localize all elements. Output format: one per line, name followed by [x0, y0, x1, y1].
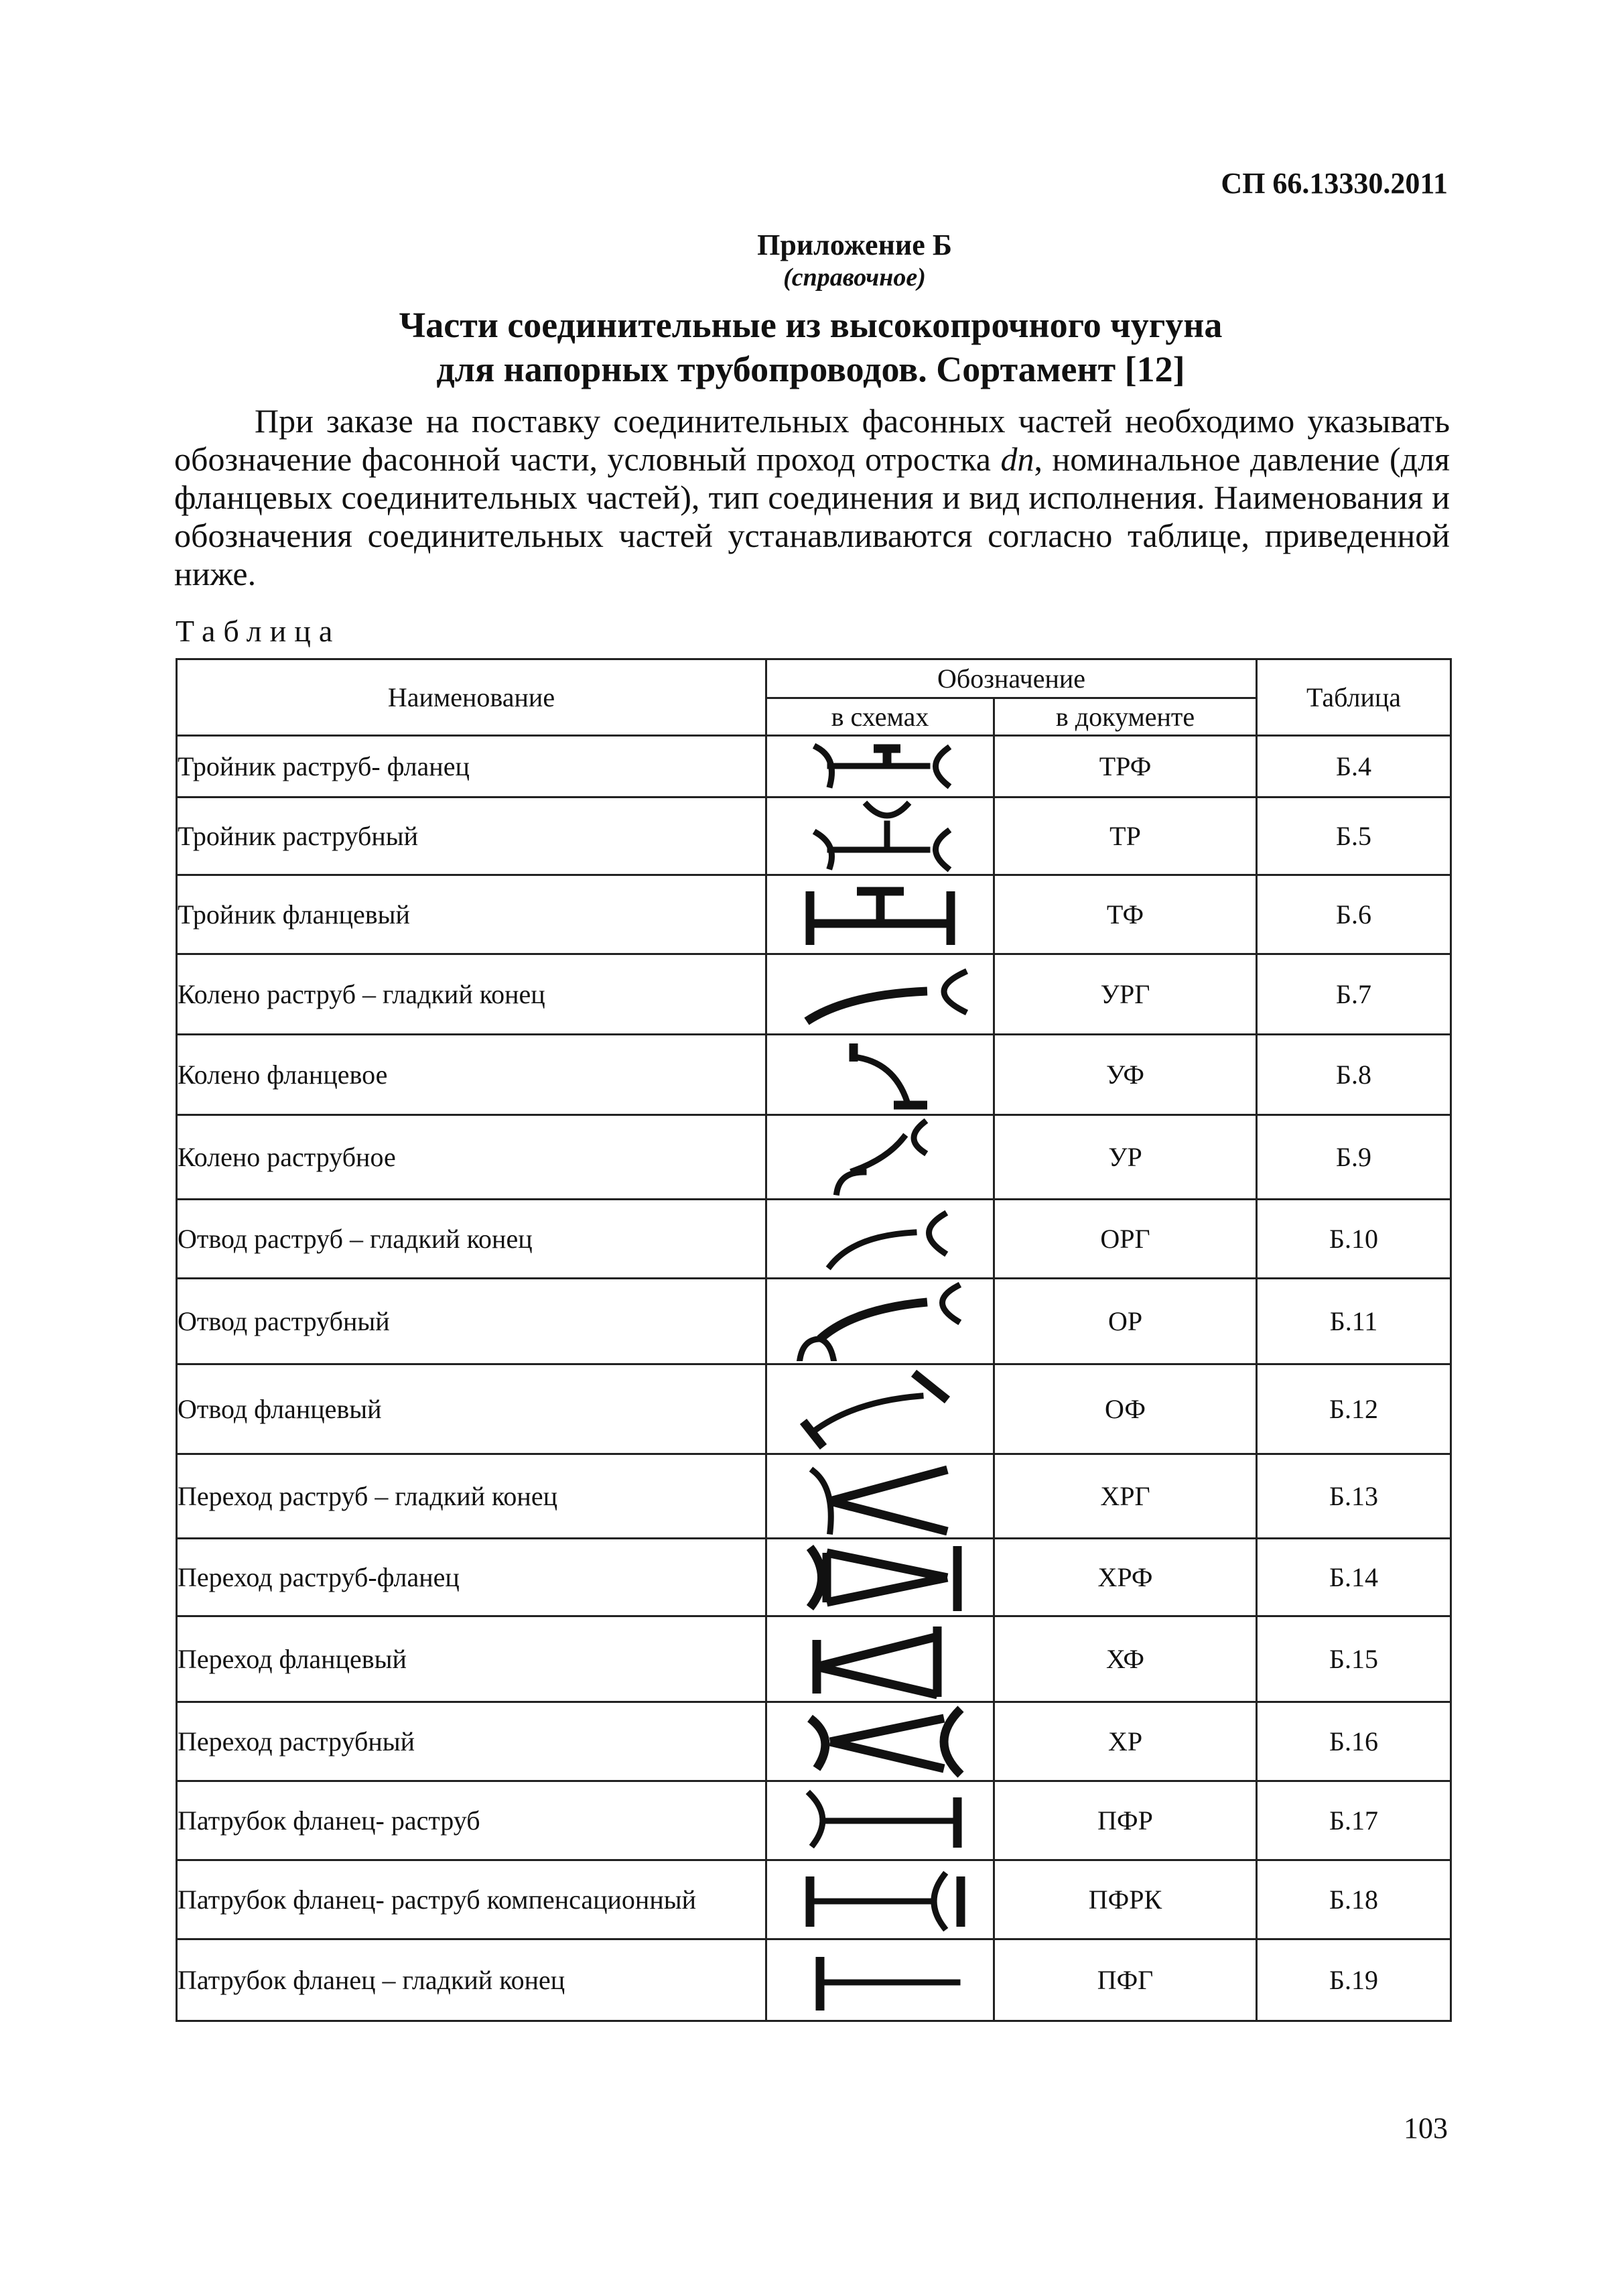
- fitting-code: ТРФ: [994, 736, 1257, 798]
- fitting-table-ref: Б.10: [1257, 1200, 1451, 1279]
- table-row: [177, 1200, 1451, 1279]
- fitting-name: Переход раструб-фланец: [177, 1539, 766, 1616]
- table-row: [177, 1279, 1451, 1364]
- fitting-table-ref: Б.13: [1257, 1454, 1451, 1539]
- fittings-table: [176, 658, 1452, 2022]
- fitting-name: Тройник раструб- фланец: [177, 736, 766, 798]
- fitting-code: УФ: [994, 1035, 1257, 1115]
- fitting-name: Тройник фланцевый: [177, 875, 766, 954]
- reducer-socket-flange-icon: [780, 1541, 981, 1614]
- header-designation: Обозначение: [766, 659, 1257, 698]
- table-row: [177, 1539, 1451, 1616]
- table-row: [177, 1616, 1451, 1702]
- fitting-code: ХРГ: [994, 1454, 1257, 1539]
- table-label: Таблица: [176, 614, 341, 648]
- fitting-table-ref: Б.9: [1257, 1115, 1451, 1200]
- fitting-name: Отвод раструб – гладкий конец: [177, 1200, 766, 1279]
- fitting-name: Патрубок фланец- раструб: [177, 1781, 766, 1860]
- fitting-name: Колено раструб – гладкий конец: [177, 954, 766, 1035]
- fitting-name: Переход фланцевый: [177, 1616, 766, 1702]
- fitting-table-ref: Б.6: [1257, 875, 1451, 954]
- fitting-code: ХР: [994, 1702, 1257, 1781]
- fitting-name: Патрубок фланец- раструб компенсационный: [177, 1860, 766, 1939]
- table-row: [177, 1035, 1451, 1115]
- pipe-flange-socket-icon: [780, 1784, 981, 1858]
- appendix-title: Приложение Б: [757, 229, 952, 261]
- fitting-table-ref: Б.4: [1257, 736, 1451, 798]
- fitting-code: ХРФ: [994, 1539, 1257, 1616]
- table-row: [177, 1115, 1451, 1200]
- tee-flange-icon: [780, 878, 981, 952]
- table-row: [177, 954, 1451, 1035]
- tee-socket-icon: [780, 800, 981, 873]
- pipe-flange-socket-compensating-icon: [780, 1863, 981, 1937]
- intro-text-before: При заказе на поставку соединительных фасонных частей необходимо указывать обозначение фасонной части, условный проход отростка: [174, 402, 1450, 478]
- elbow-socket-spigot-icon: [780, 958, 981, 1031]
- page-title: [174, 303, 1447, 391]
- fitting-table-ref: Б.18: [1257, 1860, 1451, 1939]
- bend-flange-icon: [780, 1368, 981, 1451]
- fitting-table-ref: Б.8: [1257, 1035, 1451, 1115]
- fitting-code: ХФ: [994, 1616, 1257, 1702]
- fitting-table-ref: Б.12: [1257, 1364, 1451, 1454]
- tee-socket-flange-icon: [780, 738, 981, 795]
- title-line-2: для напорных трубопроводов. Сортамент [12]: [436, 349, 1185, 389]
- bend-socket-spigot-icon: [780, 1202, 981, 1276]
- fitting-code: ПФГ: [994, 1939, 1257, 2021]
- fitting-code: ПФР: [994, 1781, 1257, 1860]
- table-row: [177, 798, 1451, 875]
- document-code: СП 66.13330.2011: [1221, 167, 1448, 200]
- header-in-document: в документе: [994, 698, 1257, 736]
- page-number: 103: [1404, 2112, 1448, 2145]
- intro-dn: dn: [1000, 440, 1034, 478]
- fitting-name: Отвод раструбный: [177, 1279, 766, 1364]
- fitting-code: ПФРК: [994, 1860, 1257, 1939]
- fitting-table-ref: Б.5: [1257, 798, 1451, 875]
- table-row: [177, 1702, 1451, 1781]
- fitting-name: Патрубок фланец – гладкий конец: [177, 1939, 766, 2021]
- fitting-name: Переход раструбный: [177, 1702, 766, 1781]
- fitting-table-ref: Б.14: [1257, 1539, 1451, 1616]
- table-row: [177, 1454, 1451, 1539]
- fitting-code: ТР: [994, 798, 1257, 875]
- reducer-socket-spigot-icon: [780, 1458, 981, 1535]
- fitting-table-ref: Б.17: [1257, 1781, 1451, 1860]
- appendix-subtitle: (справочное): [783, 263, 926, 292]
- fitting-code: ОФ: [994, 1364, 1257, 1454]
- table-row: [177, 1939, 1451, 2021]
- fitting-name: Колено фланцевое: [177, 1035, 766, 1115]
- fitting-table-ref: Б.15: [1257, 1616, 1451, 1702]
- elbow-socket-icon: [780, 1119, 981, 1196]
- fitting-code: УР: [994, 1115, 1257, 1200]
- table-row: [177, 1364, 1451, 1454]
- title-line-1: Части соединительные из высокопрочного чугуна: [399, 305, 1223, 345]
- reducer-flange-icon: [780, 1620, 981, 1699]
- fitting-code: ОРГ: [994, 1200, 1257, 1279]
- header-name: Наименование: [177, 659, 766, 736]
- fitting-table-ref: Б.16: [1257, 1702, 1451, 1781]
- fitting-name: Отвод фланцевый: [177, 1364, 766, 1454]
- fitting-name: Тройник раструбный: [177, 798, 766, 875]
- fitting-table-ref: Б.19: [1257, 1939, 1451, 2021]
- pipe-flange-spigot-icon: [780, 1943, 981, 2017]
- intro-text-after: , номинальное давление (для фланцевых соединительных частей), тип соединения и вид исполнения. Наименования и обозначения соединительных частей устанавливаются согласно таблице, приведенной ниже.: [174, 440, 1450, 592]
- header-in-schemes: в схемах: [766, 698, 994, 736]
- fitting-code: ОР: [994, 1279, 1257, 1364]
- table-row: [177, 875, 1451, 954]
- table-row: [177, 736, 1451, 798]
- header-table: Таблица: [1257, 659, 1451, 736]
- fitting-table-ref: Б.11: [1257, 1279, 1451, 1364]
- bend-socket-icon: [780, 1282, 981, 1361]
- fitting-code: УРГ: [994, 954, 1257, 1035]
- fitting-code: ТФ: [994, 875, 1257, 954]
- fitting-name: Переход раструб – гладкий конец: [177, 1454, 766, 1539]
- table-row: [177, 1860, 1451, 1939]
- fitting-name: Колено раструбное: [177, 1115, 766, 1200]
- intro-paragraph: [174, 402, 1450, 593]
- reducer-socket-icon: [780, 1705, 981, 1779]
- table-row: [177, 1781, 1451, 1860]
- fitting-table-ref: Б.7: [1257, 954, 1451, 1035]
- elbow-flange-icon: [780, 1038, 981, 1112]
